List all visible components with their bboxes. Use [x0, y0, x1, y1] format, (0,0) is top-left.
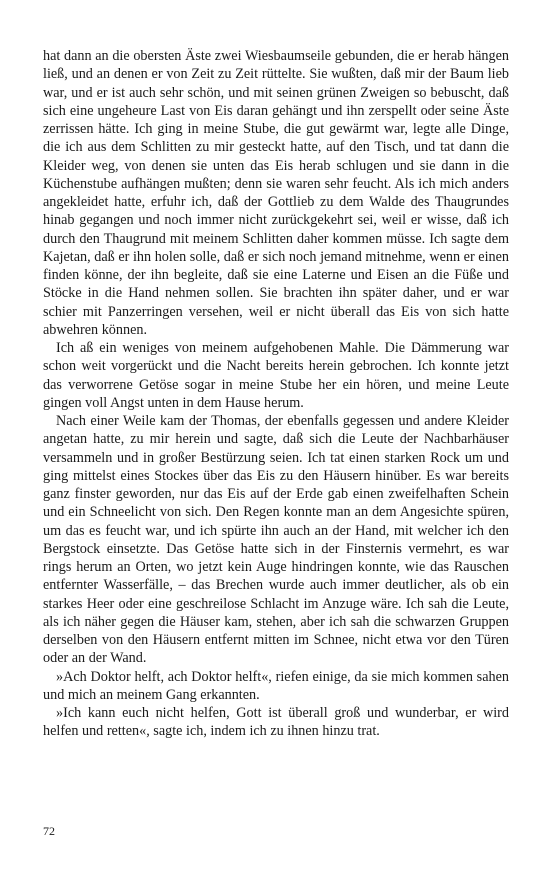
paragraph-1: hat dann an die obersten Äste zwei Wiesbaumseile gebunden, die er herab hängen ließ, und an denen er von Zeit zu Zeit rüttelte. Sie wußten, daß mir der Baum lieb war, und er ist auch sehr schön, und mit seinen grünen Zweigen so bebuscht, daß sich eine ungeheure Last von Eis daran gehängt und ihn zerspellt oder seine Äste zerrissen hätte. Ich ging in meine Stube, die gut gewärmt war, legte alle Dinge, die ich aus dem Schlitten zu mir gesteckt hatte, auf den Tisch, und tat dann die Kleider weg, von denen sie unten das Eis herab schlugen und sie dann in die Küchenstube aufhängen mußten; denn sie waren sehr feucht. Als ich mich anders angekleidet hatte, erfuhr ich, daß der Gottlieb zu dem Walde des Thaugrundes hinab gegangen und noch immer nicht zurückgekehrt sei, weil er wisse, daß ich durch den Thaugrund mit meinem Schlitten daher kommen müsse. Ich sagte dem Kajetan, daß er ihn holen solle, daß er sich noch jemand mitnehme, wenn er einen finden könne, der ihn begleite, daß sie eine Laterne und Eisen an die Füße und Stöcke in die Hand nehmen sollen. Sie brachten ihn später daher, und er war schier mit Panzerringen versehen, weil er nicht überall das Eis von sich hatte abwehren können. — [43, 48, 509, 338]
page-number: 72 — [43, 824, 55, 838]
text-block — [43, 47, 509, 741]
paragraph-4: »Ach Doktor helft, ach Doktor helft«, riefen einige, da sie mich kommen sahen und mich an meinem Gang erkannten. — [43, 668, 509, 703]
paragraph-5: »Ich kann euch nicht helfen, Gott ist überall groß und wunderbar, er wird helfen und retten«, sagte ich, indem ich zu ihnen hinzu trat. — [43, 705, 509, 740]
paragraph-2: Ich aß ein weniges von meinem aufgehobenen Mahle. Die Dämmerung war schon weit vorgerückt und die Nacht bereits herein gebrochen. Ich konnte jetzt das verworrene Getöse sogar in meine Stube her ein hören, und meine Leute gingen voll Angst unten in dem Hause herum. — [43, 340, 509, 411]
paragraph-3: Nach einer Weile kam der Thomas, der ebenfalls gegessen und andere Kleider angetan hatte, zu mir herein und sagte, daß sich die Leute der Nachbarhäuser versammeln und in großer Bestürzung seien. Ich tat einen starken Rock um und ging mittelst eines Stockes über das Eis zu den Häusern hinüber. Es war bereits ganz finster geworden, nur das Eis auf der Erde gab einen zweifelhaften Schein und ein Schneelicht von sich. Den Regen konnte man an dem Angesichte spüren, um das es feucht war, und ich spürte ihn auch an der Hand, mit welcher ich den Bergstock einsetzte. Das Getöse hatte sich in der Finsternis vermehrt, es war rings herum an Orten, wo jetzt kein Auge hindringen konnte, wie das Rauschen entfernter Wasserfälle, – das Brechen wurde auch immer deutlicher, als ob ein starkes Heer oder eine geschreilose Schlacht im Anzuge wäre. Ich sah die Leute, als ich näher gegen die Häuser kam, stehen, aber ich sah die schwarzen Gruppen derselben von den Häusern entfernt mitten im Schnee, nicht etwa vor den Türen oder an der Wand. — [43, 413, 509, 667]
